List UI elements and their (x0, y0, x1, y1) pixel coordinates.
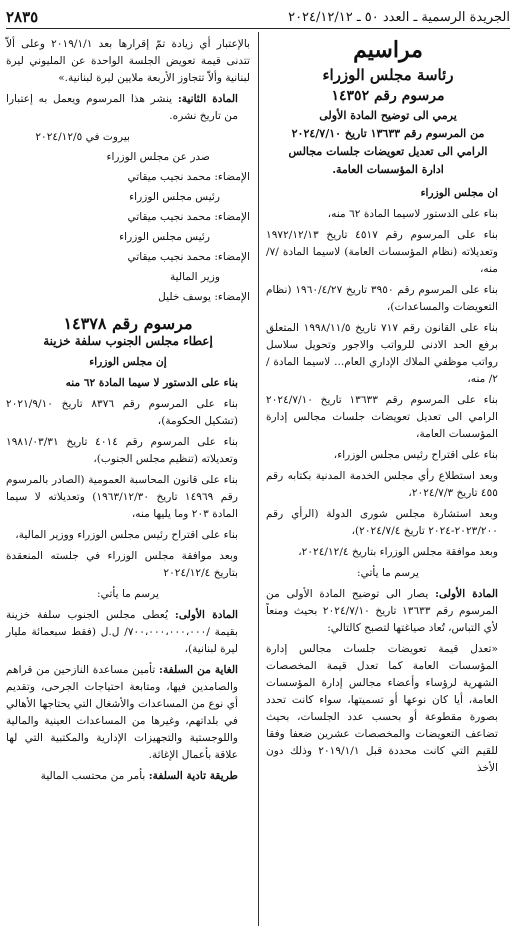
preamble-5: بناء على المرسوم رقم ١٣٦٣٣ تاريخ ٢٠٢٤/٧/١٠ الرامي الى تعديل تعويضات جلسات مجالس إدارة المؤسسات العامة، (266, 394, 498, 440)
signature-title-1: رئيس مجلس الوزراء (129, 191, 220, 203)
article-1 (266, 586, 510, 637)
signature-3: الإمضاء: محمد نجيب ميقاتي (127, 251, 250, 263)
decree2-article-1-text: يُعطى مجلس الجنوب سلفة خزينة بقيمة /٧٠٠،٠٠٠،٠٠٠،٠٠٠/ ل.ل (فقط سبعمائة مليار ليرة لبنانية)، (6, 609, 238, 655)
column-divider (258, 32, 259, 926)
preamble-2: بناء على المرسوم رقم ٤٥١٧ تاريخ ١٩٧٢/١٢/١٣ وتعديلاته (نظام المؤسسات العامة) لاسيما المادة /٧/ منه، (266, 229, 498, 275)
article-2-label: المادة الثانية: (177, 93, 238, 105)
preamble2-5: بناء على اقتراح رئيس مجلس الوزراء ووزير المالية، (15, 529, 238, 541)
preamble-3: بناء على المرسوم رقم ٣٩٥٠ تاريخ ١٩٦٠/٤/٢٧ (نظام التعويضات والمساعدات)، (266, 284, 498, 313)
preamble2-1: بناء على الدستور لا سيما المادة ٦٢ منه (65, 377, 238, 389)
signature-4: الإمضاء: يوسف خليل (158, 291, 250, 303)
ministry-title: رئاسة مجلس الوزراء (322, 66, 454, 84)
issuer-2: إن مجلس الوزراء (89, 356, 167, 368)
signature-title-2: رئيس مجلس الوزراء (119, 231, 210, 243)
decree-subject-1: يرمي الى توضيح المادة الأولى (319, 109, 457, 122)
article-2 (6, 91, 250, 125)
preamble-6: بناء على اقتراح رئيس مجلس الوزراء، (333, 449, 498, 461)
issuer: ان مجلس الوزراء (420, 187, 498, 199)
article-1-continuation: بالإعتبار أي زيادة تمّ إقرارها بعد ٢٠١٩/١/١ وعلى ألاّ تتدنى قيمة تعويض الجلسة الواحدة عن المليوني ليرة لبنانية وألاّ تتجاوز الأربعة ملايين ليرة لبنانية.» (6, 38, 251, 84)
signature-2: الإمضاء: محمد نجيب ميقاتي (127, 211, 250, 223)
preamble-4: بناء على القانون رقم ٧١٧ تاريخ ١٩٩٨/١١/٥ المتعلق برفع الحد الادنى للرواتب والاجور وتحويل سلاسل رواتب موظفي الملاك الإداري العام... لاسيما المادة /٢/ منه، (266, 322, 498, 385)
advance-method (6, 768, 250, 785)
decree-subject-4: ادارة المؤسسات العامة. (332, 163, 444, 176)
left-column (6, 36, 250, 789)
page-header (6, 6, 510, 29)
decree2-article-1 (6, 607, 250, 658)
signature-issued: صدر عن مجلس الوزراء (106, 151, 210, 163)
decree-subject-2: من المرسوم رقم ١٣٦٣٣ تاريخ ٢٠٢٤/٧/١٠ (291, 127, 485, 140)
advance-goal-label: الغاية من السلفة: (159, 664, 238, 676)
preamble2-4: بناء على قانون المحاسبة العمومية (الصادر بالمرسوم رقم ١٤٩٦٩ تاريخ ١٩٦٣/١٢/٣٠) وتعديلاته لا سيما المادة ٢٠٣ وما يليها منه، (6, 474, 238, 520)
preamble2-3: بناء على المرسوم رقم ٤٠١٤ تاريخ ١٩٨١/٠٣/٣١ وتعديلاته (تنظيم مجلس الجنوب)، (6, 436, 238, 465)
decree2-article-1-label: المادة الأولى: (174, 609, 238, 621)
preamble-8: وبعد استشارة مجلس شورى الدولة (الرأي رقم ٢٠٢٣/٢٠٠-٢٠٢٤ تاريخ ٢٠٢٤/٧/٤)، (266, 508, 498, 537)
signature-1: الإمضاء: محمد نجيب ميقاتي (127, 171, 250, 183)
article-2-text: ينشر هذا المرسوم ويعمل به إعتبارا من تاريخ نشره. (6, 93, 238, 122)
section-title: مراسيم (353, 37, 423, 63)
advance-method-text: بأمر من محتسب المالية (40, 770, 149, 782)
preamble2-6: وبعد موافقة مجلس الوزراء في جلسته المنعقدة بتاريخ ٢٠٢٤/١٢/٤ (6, 550, 238, 579)
decree-2-subject: إعطاء مجلس الجنوب سلفة خزينة (43, 334, 213, 348)
decree-subject-3: الرامي الى تعديل تعويضات جلسات مجالس (288, 145, 488, 158)
preamble-7: وبعد استطلاع رأي مجلس الخدمة المدنية بكتابه رقم ٤٥٥ تاريخ ٢٠٢٤/٧/٣، (266, 470, 498, 499)
signature-title-3: وزير المالية (169, 271, 220, 283)
preamble2-2: بناء على المرسوم رقم ٨٣٧٦ تاريخ ٢٠٢١/٩/١٠ (تشكيل الحكومة)، (6, 398, 238, 427)
article-1-quote: «تعدل قيمة تعويضات جلسات مجالس إدارة المؤسسات العامة كما تعدل قيمة المخصصات الشهرية لرؤساء وأعضاء مجالس إدارة المؤسسات العامة، أيا كان نوعها أو تسميتها، سواء كانت تحدد بصورة مقطوعة أو بحسب عدد الجلسات، بحيث تضاعف التعويضات والمخصصات عشرين ضعفا وفقا للقيم التي كانت محددة قبل ٢٠١٩/١/١ وذلك دون الأخذ (266, 643, 499, 774)
advance-goal-text: تأمين مساعدة النازحين من قراهم والصامدين فيها، ومتابعة احتياجات الجرحى، وتقديم أي نوع من المساعدات والأشغال التي يحتاجها الأهالي في بلداتهم، وغيرها من المساعدات العينية والمالية واللوجستية والتجهيزات الإدارية والمكتبية التي لها علاقة بأعمال الإغاثة. (6, 664, 238, 761)
article-1-label: المادة الأولى: (435, 588, 498, 600)
page-number: ٢٨٣٥ (6, 8, 39, 26)
preamble-9: وبعد موافقة مجلس الوزراء بتاريخ ٢٠٢٤/١٢/٤، (298, 546, 498, 558)
article-1-text: يصار الى توضيح المادة الأولى من المرسوم رقم ١٣٦٣٣ تاريخ ٢٠٢٤/٧/١٠ بحيث ومنعاً لأي التباس، تُعاد صياغتها لتصبح كالتالي: (266, 588, 498, 634)
place-date: بيروت في ٢٠٢٤/١٢/٥ (35, 131, 130, 143)
gazette-title: الجريدة الرسمية ـ العدد ٥٠ ـ ٢٠٢٤/١٢/١٢ (288, 9, 510, 25)
advance-method-label: طريقة تادية السلفة: (148, 770, 238, 782)
decrees-line: يرسم ما يأتي: (357, 567, 419, 579)
decree-2-number: مرسوم رقم ١٤٣٧٨ (63, 314, 193, 333)
right-column (266, 36, 510, 781)
preamble-1: بناء على الدستور لاسيما المادة ٦٢ منه، (327, 208, 498, 220)
advance-goal (6, 662, 250, 764)
decrees-line-2: يرسم ما يأتي: (97, 588, 159, 600)
decree-number: مرسوم رقم ١٤٣٥٢ (331, 88, 445, 104)
